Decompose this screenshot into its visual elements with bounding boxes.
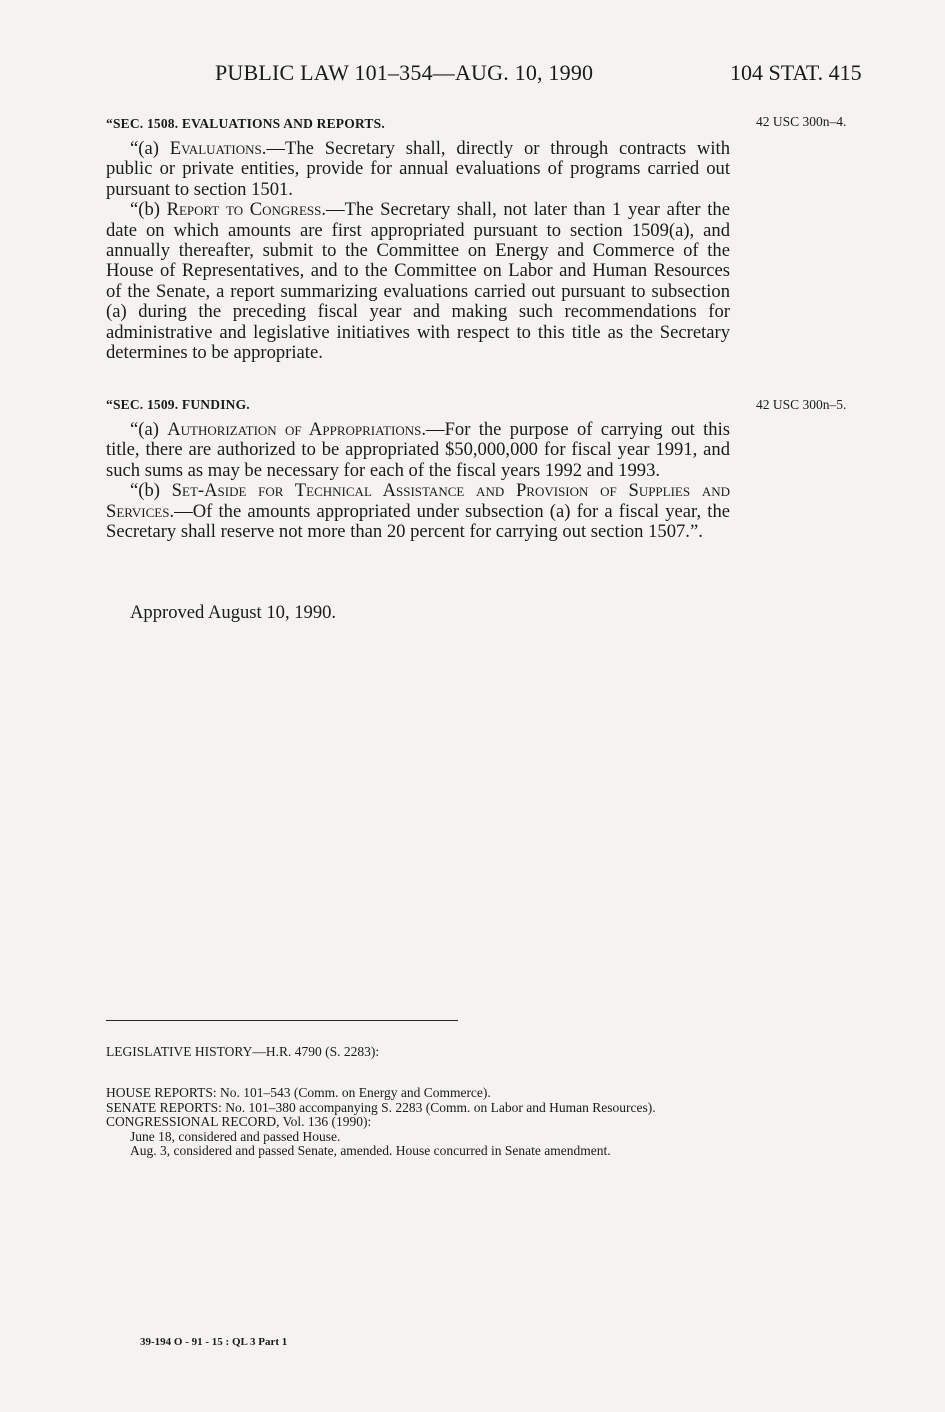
legislative-history-list [106, 1086, 746, 1159]
subsection-caption: Report to Congress [166, 199, 322, 221]
congressional-record: CONGRESSIONAL RECORD, Vol. 136 (1990): [106, 1114, 372, 1130]
running-header-title: PUBLIC LAW 101–354—AUG. 10, 1990 [215, 60, 594, 85]
subsection-caption: Set-Aside for Technical Assistance and Provision of Supplies and Services [106, 480, 730, 522]
section-1508-body [106, 139, 730, 363]
print-code: 39-194 O - 91 - 15 : QL 3 Part 1 [140, 1336, 288, 1348]
section-1508-margin-note: 42 USC 300n–4. [756, 114, 847, 129]
house-reports: HOUSE REPORTS: No. 101–543 (Comm. on Energy and Commerce). [106, 1085, 491, 1100]
subsection-caption: Evaluations [169, 138, 262, 159]
subsection-caption: Authorization of Appropriations [167, 419, 422, 440]
legislative-history-heading: LEGISLATIVE HISTORY—H.R. 4790 (S. 2283): [106, 1044, 380, 1059]
legislative-history-divider [106, 1020, 458, 1021]
section-1508-subsection-a: “(a) Evaluations.—The Secretary shall, directly or through contracts with public or private entities, provide for annual evaluations of programs carried out pursuant to section 1501. [106, 138, 730, 200]
page-stat-number: 104 STAT. 415 [730, 60, 862, 85]
section-1508-heading: “SEC. 1508. EVALUATIONS AND REPORTS. [106, 116, 385, 131]
section-1508-subsection-b: “(b) Report to Congress.—The Secretary shall, not later than 1 year after the date on which amounts are first appropriated pursuant to section 1509(a), and annually thereafter, submit to the Committee on Energy and Commerce of the House of Representatives, and to the Committee on Labor and Human Resources of the Senate, a report summarizing evaluations carried out pursuant to subsection (a) during the preceding fiscal year and making such recommendations for administrative and legislative initiatives with respect to this title as the Secretary determines to be appropriate. [106, 199, 730, 364]
section-1509-subsection-a: “(a) Authorization of Appropriations.—For the purpose of carrying out this title, there are authorized to be appropriated $50,000,000 for fiscal year 1991, and such sums as may be necessary for each of the fiscal years 1992 and 1993. [106, 419, 730, 481]
approval-date: Approved August 10, 1990. [130, 602, 337, 623]
section-1509-subsection-b: “(b) Set-Aside for Technical Assistance and Provision of Supplies and Services.—Of the amounts appropriated under subsection (a) for a fiscal year, the Secretary shall reserve not more than 20 percent for carrying out section 1507.”. [106, 480, 730, 543]
section-1509-heading: “SEC. 1509. FUNDING. [106, 397, 250, 412]
section-1509-body [106, 420, 730, 542]
record-entry: Aug. 3, considered and passed Senate, amended. House concurred in Senate amendment. [130, 1143, 611, 1159]
record-entry: June 18, considered and passed House. [130, 1128, 341, 1144]
senate-reports: SENATE REPORTS: No. 101–380 accompanying S. 2283 (Comm. on Labor and Human Resources). [106, 1099, 656, 1115]
section-1509-margin-note: 42 USC 300n–5. [756, 397, 847, 412]
